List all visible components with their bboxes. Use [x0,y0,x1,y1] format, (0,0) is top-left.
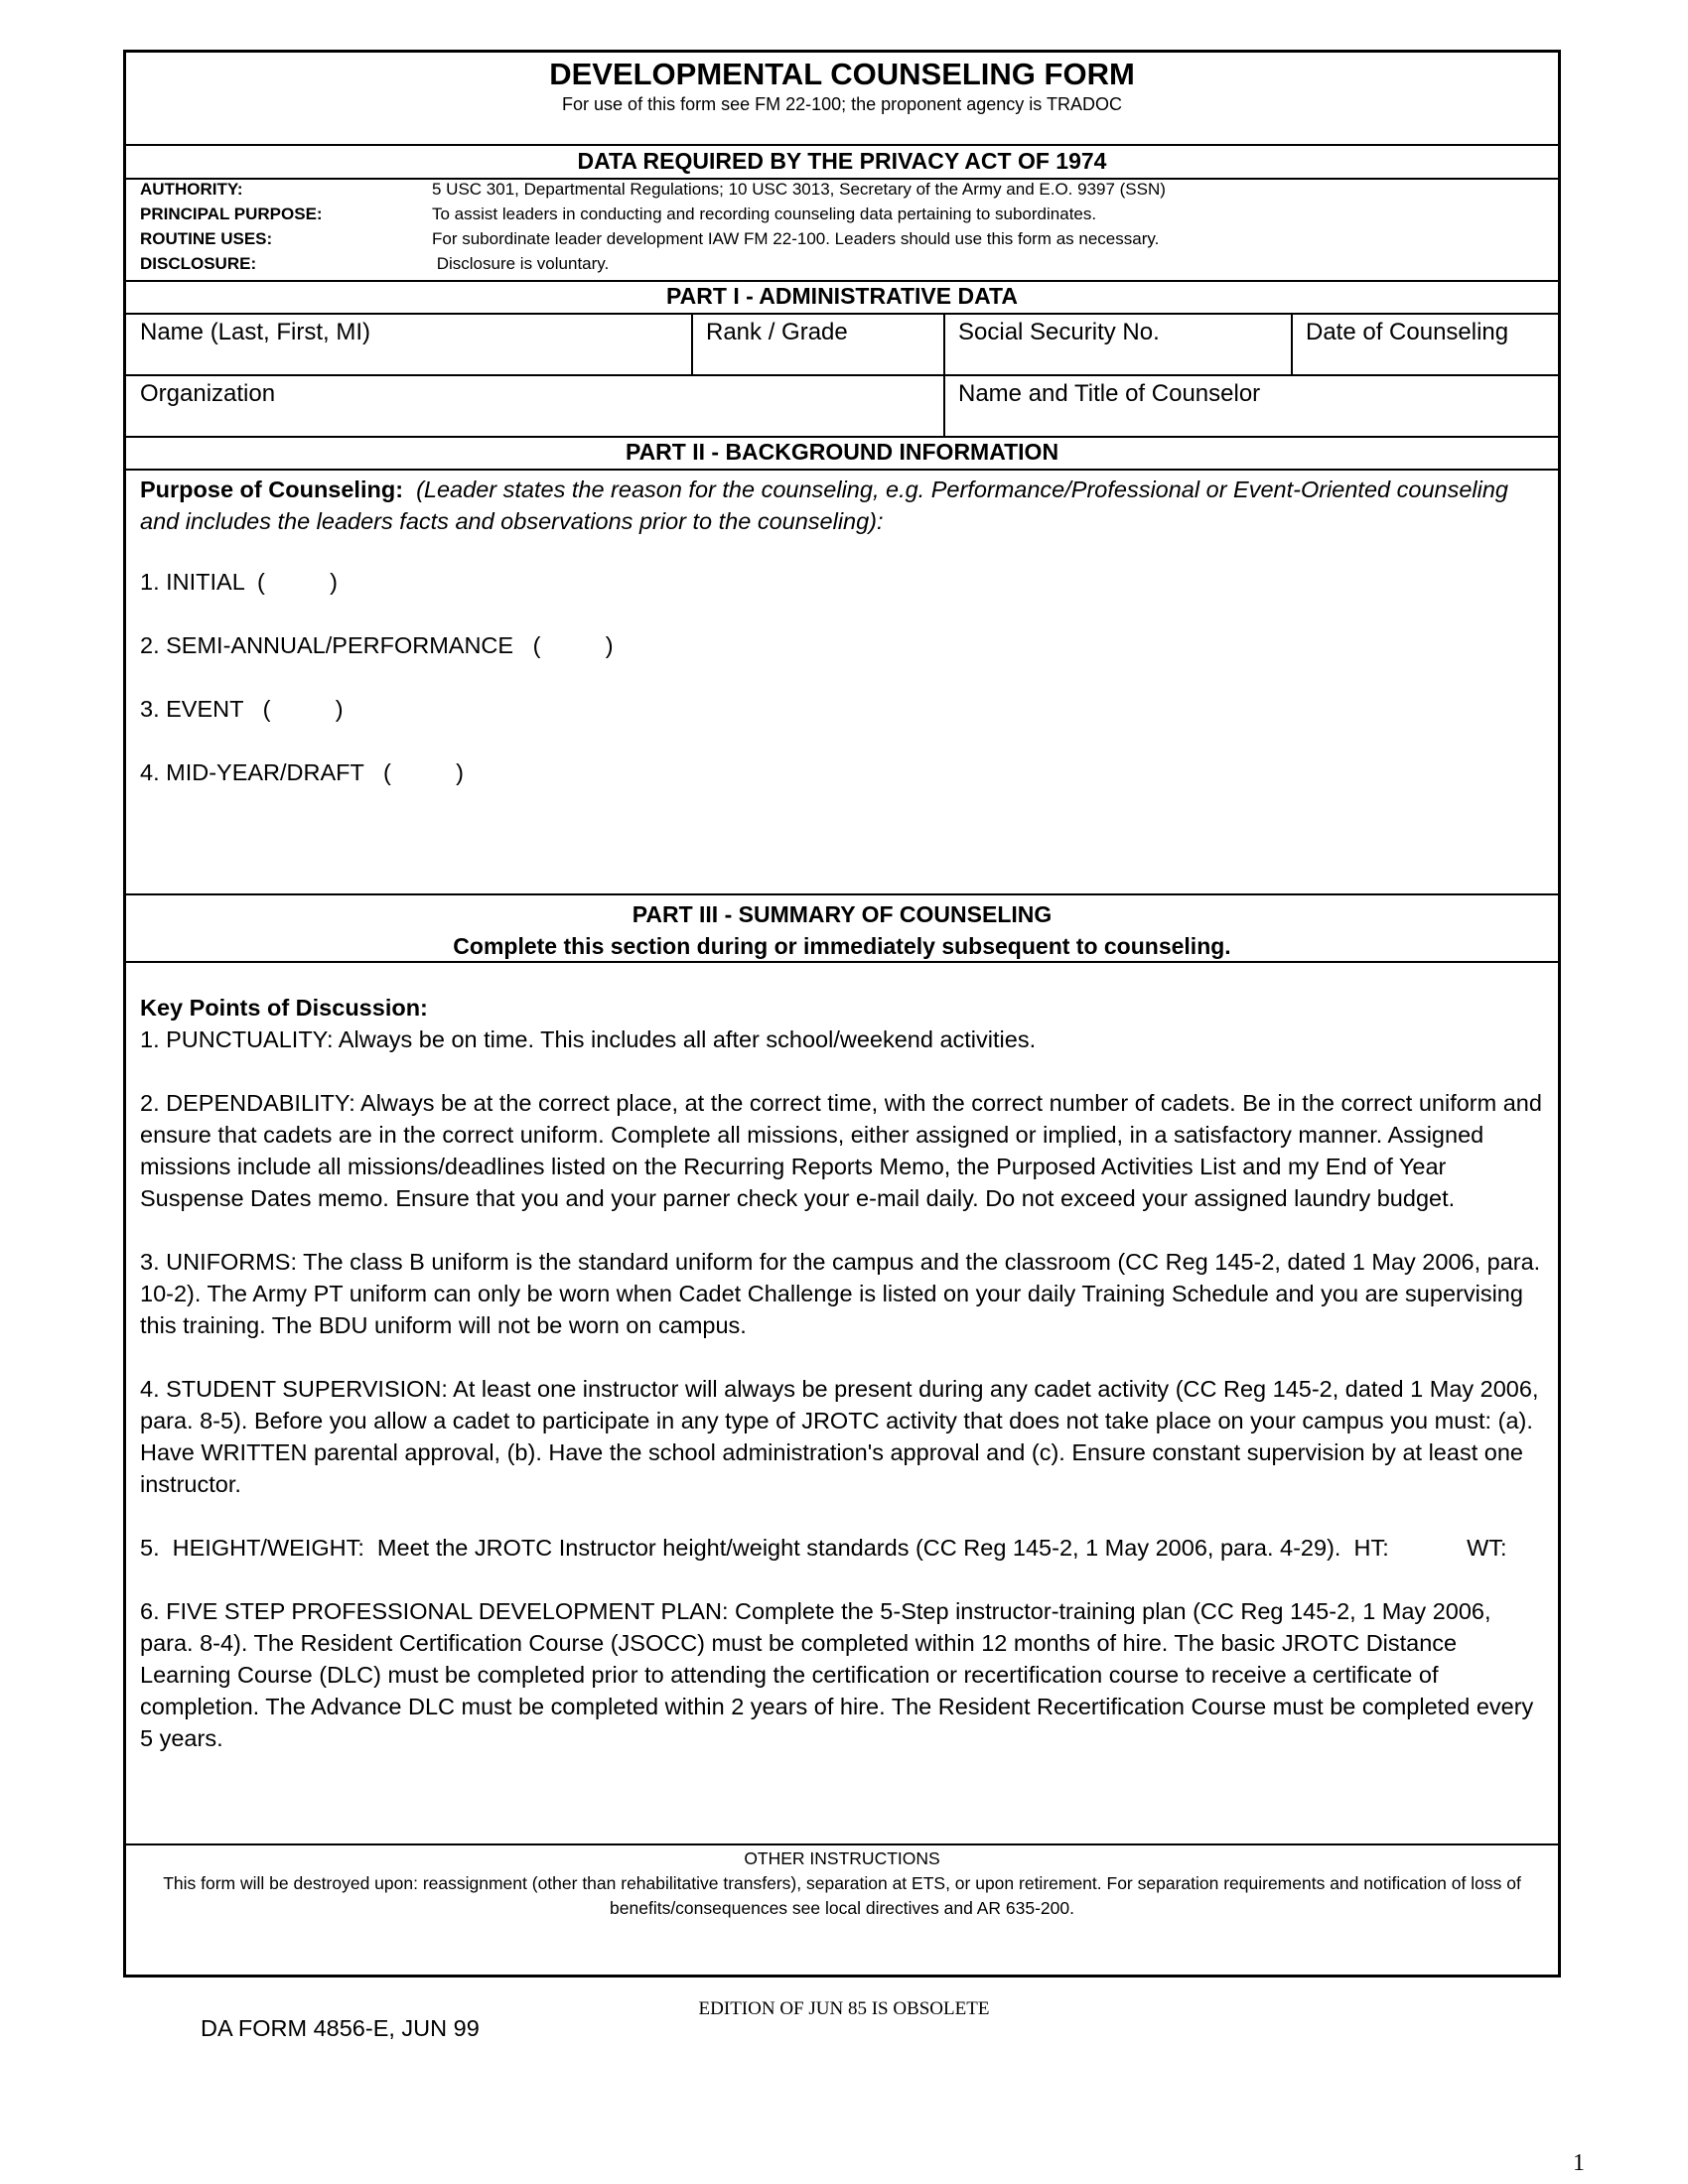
form-id: DA FORM 4856-E, JUN 99 [201,2015,480,2041]
part3-header: PART III - SUMMARY OF COUNSELING [632,901,1053,927]
divider [126,436,1558,438]
key-points [126,992,1558,1754]
divider [126,893,1558,895]
part3-subheader: Complete this section during or immediately subsequent to counseling. [453,933,1231,959]
ssn-field-label: Social Security No. [958,319,1160,345]
organization-field-label: Organization [140,380,276,407]
purpose-of-counseling [126,474,1558,537]
point-student-supervision: 4. STUDENT SUPERVISION: At least one instructor will always be present during any cadet activity (CC Reg 145-2, dated 1 May 2006, para. 8-5). Before you allow a cadet to participate in any type of JROTC activity that does not take place on your campus you must: (a). Have WRITTEN parental approval, (b). Have the school administration's approval and (c). Ensure constant supervision by at least one instructor. [140,1376,1539,1497]
other-instructions-header: OTHER INSTRUCTIONS [744,1848,940,1868]
purpose-label: Purpose of Counseling: [140,477,404,502]
counselor-field-label: Name and Title of Counselor [958,380,1261,407]
form-header [126,57,1558,115]
counseling-form [123,50,1561,1978]
divider [126,374,1558,376]
point-dependability: 2. DEPENDABILITY: Always be at the correct place, at the correct time, with the correct number of cadets. Be in the correct uniform and ensure that cadets are in the correct uniform. Complete all missions, either assigned or implied, in a satisfactory manner. Assigned missions include all missions/deadlines listed on the Recurring Reports Memo, the Purposed Activities List and my End of Year Suspense Dates memo. Ensure that you and your parner check your e-mail daily. Do not exceed your assigned laundry budget. [140,1090,1542,1211]
purpose-description: (Leader states the reason for the counseling, e.g. Performance/Professional or Event-Oriented counseling and includes the leaders facts and observations prior to the counseling): [140,477,1508,534]
authority-value: 5 USC 301, Departmental Regulations; 10 USC 3013, Secretary of the Army and E.O. 9397 (SSN) [432,180,1166,199]
part2-header: PART II - BACKGROUND INFORMATION [625,439,1059,465]
principal-purpose-value: To assist leaders in conducting and recording counseling data pertaining to subordinates. [432,205,1097,223]
date-field-label: Date of Counseling [1306,319,1509,345]
divider [126,469,1558,471]
point-uniforms: 3. UNIFORMS: The class B uniform is the standard uniform for the campus and the classroom (CC Reg 145-2, dated 1 May 2006, para. 10-2). The Army PT uniform can only be worn when Cadet Challenge is listed on your daily Training Schedule and you are supervising this training. The BDU uniform will not be worn on campus. [140,1249,1541,1338]
form-title: DEVELOPMENTAL COUNSELING FORM [549,57,1135,91]
option-mid-year: 4. MID-YEAR/DRAFT ( ) [140,759,464,785]
option-initial: 1. INITIAL ( ) [140,569,338,595]
name-field-label: Name (Last, First, MI) [140,319,371,345]
divider [126,144,1558,146]
divider [1291,313,1293,374]
part1-header: PART I - ADMINISTRATIVE DATA [666,283,1018,309]
routine-uses-label: ROUTINE USES: [140,229,273,248]
disclosure-label: DISCLOSURE: [140,254,257,273]
option-semi-annual: 2. SEMI-ANNUAL/PERFORMANCE ( ) [140,632,614,658]
point-height-weight: 5. HEIGHT/WEIGHT: Meet the JROTC Instructor height/weight standards (CC Reg 145-2, 1 May 2006, para. 4-29). HT: WT: [140,1535,1507,1561]
authority-label: AUTHORITY: [140,180,243,199]
part3-header-block [126,898,1558,962]
rank-field-label: Rank / Grade [706,319,848,345]
page-number: 1 [1573,2150,1585,2176]
divider [126,961,1558,963]
divider [126,280,1558,282]
other-instructions-text: This form will be destroyed upon: reassignment (other than rehabilitative transfers), separation at ETS, or upon retirement. For separation requirements and notification of loss of benefits/consequences see local directives and AR 635-200. [163,1873,1521,1918]
key-points-label: Key Points of Discussion: [140,995,428,1021]
form-subtitle: For use of this form see FM 22-100; the proponent agency is TRADOC [562,94,1122,114]
disclosure-value: Disclosure is voluntary. [432,254,610,273]
routine-uses-value: For subordinate leader development IAW FM 22-100. Leaders should use this form as necessary. [432,229,1160,248]
edition-note: EDITION OF JUN 85 IS OBSOLETE [698,1998,990,2019]
privacy-act-header: DATA REQUIRED BY THE PRIVACY ACT OF 1974 [577,148,1107,174]
divider [691,313,693,374]
point-development-plan: 6. FIVE STEP PROFESSIONAL DEVELOPMENT PLAN: Complete the 5-Step instructor-training plan (CC Reg 145-2, 1 May 2006, para. 8-4). The Resident Certification Course (JSOCC) must be completed within 12 months of hire. The basic JROTC Distance Learning Course (DLC) must be completed prior to attending the certification or recertification course to receive a certificate of completion. The Advance DLC must be completed within 2 years of hire. The Resident Recertification Course must be completed every 5 years. [140,1598,1534,1751]
principal-purpose-label: PRINCIPAL PURPOSE: [140,205,323,223]
divider [126,1843,1558,1845]
point-punctuality: 1. PUNCTUALITY: Always be on time. This includes all after school/weekend activities. [140,1026,1037,1052]
other-instructions [126,1846,1558,1921]
divider [126,313,1558,315]
option-event: 3. EVENT ( ) [140,696,344,722]
